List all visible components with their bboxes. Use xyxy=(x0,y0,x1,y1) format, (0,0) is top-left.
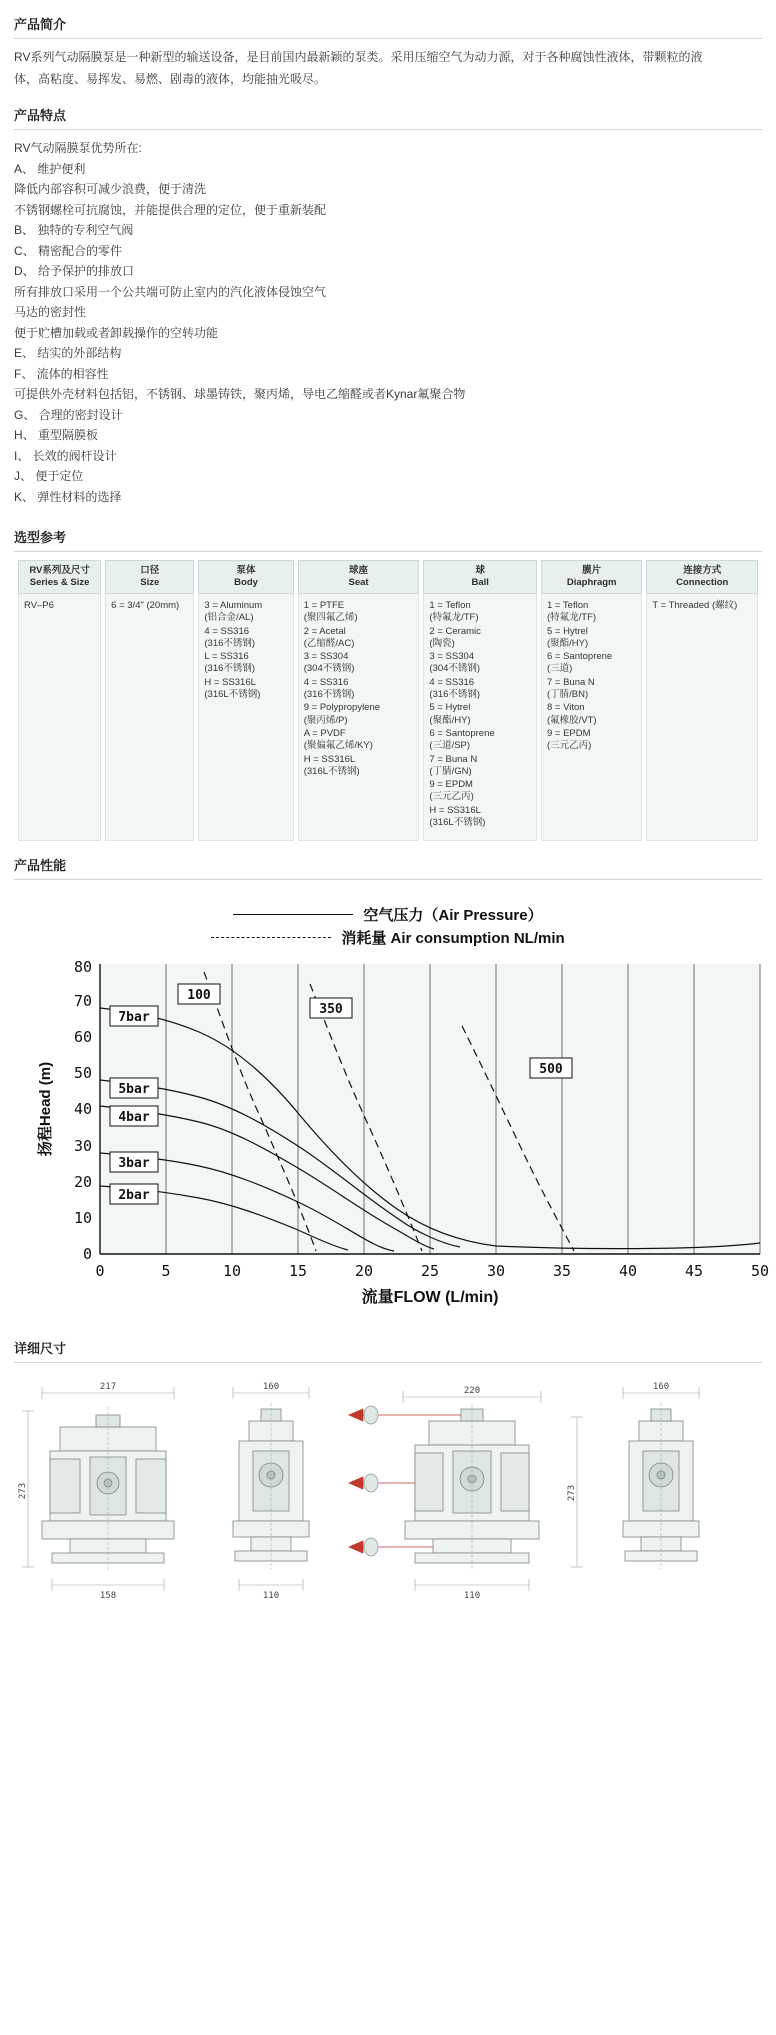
y-tick-label: 80 xyxy=(73,958,92,977)
header-en: Size xyxy=(140,577,160,588)
curve-label: 500 xyxy=(539,1062,563,1078)
option-main: 7 = Buna N xyxy=(429,753,478,765)
label-box-350 xyxy=(310,998,352,1018)
option-item xyxy=(429,600,531,625)
feature-line: G、 合理的密封设计 xyxy=(14,407,123,422)
option-item xyxy=(547,651,636,676)
chart-x-axis-title: 流量FLOW (L/min) xyxy=(361,1289,499,1307)
option-item xyxy=(204,651,287,676)
feature-line: D、 给予保护的排放口 xyxy=(14,264,135,278)
chart-y-tick-labels xyxy=(74,958,92,1263)
option-item xyxy=(547,600,636,625)
header-cn: 泵体 xyxy=(236,565,256,576)
cell-seat xyxy=(298,594,420,841)
dimension-label-bottom: 110 xyxy=(463,1591,481,1602)
header-cn: 连接方式 xyxy=(683,565,722,576)
option-main: 1 = Teflon xyxy=(546,600,589,611)
dimension-view-front xyxy=(14,1371,199,1601)
option-main: A = PVDF xyxy=(303,727,346,739)
feature-line: E、 结实的外部结构 xyxy=(14,346,122,360)
section-title-performance: 产品性能 xyxy=(14,841,762,880)
cell-series xyxy=(18,594,101,841)
option-item xyxy=(304,651,414,676)
dimension-view-side xyxy=(205,1371,335,1601)
dimension-label-left: 273 xyxy=(18,1483,28,1500)
y-tick-label: 40 xyxy=(73,1100,92,1119)
option-sub: (316L不锈钢) xyxy=(303,765,360,777)
x-tick-label: 15 xyxy=(288,1262,308,1281)
feature-line: I、 长效的阀杆设计 xyxy=(14,448,117,463)
dimension-label-top: 160 xyxy=(652,1382,670,1393)
option-sub: (聚偏氟乙烯/KY) xyxy=(303,740,373,752)
label-box-3bar xyxy=(110,1152,158,1172)
chart-y-axis-title: 扬程Head (m) xyxy=(37,1062,54,1157)
option-main: H = SS316L xyxy=(429,804,481,816)
option-sub: (316不锈钢) xyxy=(303,689,355,701)
label-box-500 xyxy=(530,1058,572,1078)
cell-size xyxy=(105,594,194,841)
option-sub: (氟橡胶/VT) xyxy=(546,714,597,726)
dimension-view-rear xyxy=(597,1371,725,1601)
dimension-label-bottom: 110 xyxy=(262,1591,280,1602)
dimension-view-section xyxy=(341,1371,591,1601)
column-header-diaphragm xyxy=(541,560,642,594)
option-main: H = SS316L xyxy=(204,676,256,688)
legend-solid-line-icon xyxy=(233,914,353,915)
header-en: Diaphragm xyxy=(566,577,617,588)
option-main: 3 = SS304 xyxy=(303,651,349,663)
option-item xyxy=(652,600,752,612)
header-en: Body xyxy=(234,577,258,588)
label-box-2bar xyxy=(110,1184,158,1204)
option-item xyxy=(111,600,188,612)
feature-line: J、 便于定位 xyxy=(14,469,84,483)
section-title-selection: 选型参考 xyxy=(14,513,762,552)
option-main: 4 = SS316 xyxy=(204,625,250,637)
option-sub: (聚酯/HY) xyxy=(429,714,471,726)
intro-paragraph-1: RV系列气动隔膜泵是一种新型的输送设备，是目前国内最新颖的泵类。采用压缩空气为动力源，对于各种腐蚀性液体，带颗粒的液 xyxy=(14,50,703,64)
legend-entry-consumption xyxy=(14,927,762,948)
dimension-label-right: 273 xyxy=(567,1485,577,1502)
x-tick-label: 25 xyxy=(420,1262,440,1281)
option-item xyxy=(547,702,636,727)
feature-line: 所有排放口采用一个公共端可防止室内的汽化液体侵蚀空气 xyxy=(14,284,327,299)
option-item xyxy=(547,626,636,651)
y-tick-label: 10 xyxy=(73,1209,92,1228)
option-sub: (316L不锈钢) xyxy=(204,689,261,701)
option-sub: (316L不锈钢) xyxy=(429,817,486,829)
option-item xyxy=(429,754,531,779)
option-main: 6 = Santoprene xyxy=(429,727,495,739)
chart-svg xyxy=(14,954,770,1324)
option-sub: (三道/SP) xyxy=(429,740,471,752)
y-tick-label: 60 xyxy=(73,1028,92,1047)
x-tick-label: 20 xyxy=(354,1262,374,1281)
option-item xyxy=(429,626,531,651)
option-sub: (特氟龙/TF) xyxy=(546,612,597,624)
feature-line: B、 独特的专利空气阀 xyxy=(14,223,134,237)
option-main: L = SS316 xyxy=(204,651,249,663)
option-item xyxy=(204,677,287,702)
feature-line: 可提供外壳材料包括铝，不锈钢、球墨铸铁，聚丙烯，导电乙缩醛或者Kynar氟聚合物 xyxy=(14,387,466,401)
header-cn: 口径 xyxy=(140,565,160,576)
option-item xyxy=(304,600,414,625)
option-main: 8 = Viton xyxy=(546,702,585,714)
option-item xyxy=(204,600,287,625)
option-main: 4 = SS316 xyxy=(303,676,349,688)
option-item xyxy=(304,677,414,702)
performance-chart xyxy=(14,888,770,1324)
option-sub: (特氟龙/TF) xyxy=(429,612,479,624)
feature-line: RV气动隔膜泵优势所在: xyxy=(14,141,142,155)
section-title-dimensions: 详细尺寸 xyxy=(14,1324,762,1363)
option-sub: (丁腈/BN) xyxy=(546,689,589,701)
option-item xyxy=(429,779,531,804)
x-tick-label: 40 xyxy=(618,1262,638,1281)
y-tick-label: 30 xyxy=(73,1137,92,1156)
curve-label: 4bar xyxy=(118,1110,150,1126)
header-en: Connection xyxy=(676,577,729,588)
feature-line: H、 重型隔膜板 xyxy=(14,428,99,442)
legend-entry-pressure xyxy=(14,904,762,925)
option-main: 4 = SS316 xyxy=(429,676,475,688)
feature-line: 不锈钢螺栓可抗腐蚀，并能提供合理的定位，便于重新装配 xyxy=(14,202,327,217)
selection-table xyxy=(14,560,762,841)
option-item xyxy=(547,677,636,702)
option-sub: (聚四氟乙烯) xyxy=(303,612,358,624)
option-main: T = Threaded (螺纹) xyxy=(652,600,738,611)
y-tick-label: 50 xyxy=(73,1064,92,1083)
chart-x-tick-labels xyxy=(95,1262,769,1280)
intro-paragraph-2: 体，高粘度、易挥发、易燃、剧毒的液体，均能抽光吸尽。 xyxy=(14,72,327,86)
x-tick-label: 10 xyxy=(222,1262,242,1281)
option-main: 1 = PTFE xyxy=(303,600,345,611)
header-cn: 球 xyxy=(475,565,485,576)
legend-label-consumption: 消耗量 Air consumption NL/min xyxy=(341,930,565,948)
header-en: Series & Size xyxy=(29,577,90,588)
intro-text xyxy=(14,47,762,89)
cell-body xyxy=(198,594,293,841)
header-cn: 球座 xyxy=(349,565,369,576)
option-main: 6 = Santoprene xyxy=(546,651,613,663)
feature-line: A、 维护便利 xyxy=(14,161,86,176)
option-item xyxy=(304,754,414,779)
option-item xyxy=(429,677,531,702)
header-cn: RV系列及尺寸 xyxy=(29,565,90,576)
section-title-intro: 产品简介 xyxy=(14,0,762,39)
option-item xyxy=(304,626,414,651)
curve-label: 3bar xyxy=(118,1156,150,1172)
cell-ball xyxy=(423,594,537,841)
column-header-connection xyxy=(646,560,758,594)
label-box-5bar xyxy=(110,1078,158,1098)
column-header-seat xyxy=(298,560,420,594)
option-main: 3 = SS304 xyxy=(429,651,475,663)
dimension-label-top: 160 xyxy=(262,1382,280,1393)
option-sub: (乙缩醛/AC) xyxy=(303,637,355,649)
option-main: H = SS316L xyxy=(303,753,356,765)
legend-label-pressure: 空气压力（Air Pressure） xyxy=(363,907,543,925)
dimension-drawings xyxy=(14,1371,762,1601)
option-sub: (316不锈钢) xyxy=(429,689,481,701)
option-item xyxy=(429,805,531,830)
feature-line: C、 精密配合的零件 xyxy=(14,243,123,258)
option-sub: (丁腈/GN) xyxy=(429,765,472,777)
feature-line: 便于贮槽加载或者卸载操作的空转功能 xyxy=(14,325,219,340)
option-sub: (316不锈钢) xyxy=(204,637,256,649)
header-cn: 膜片 xyxy=(582,565,602,576)
option-sub: (三元乙丙) xyxy=(546,740,592,752)
x-tick-label: 0 xyxy=(95,1262,105,1281)
x-tick-label: 5 xyxy=(161,1262,171,1281)
y-tick-label: 70 xyxy=(73,992,92,1011)
column-header-size xyxy=(105,560,194,594)
y-tick-label: 0 xyxy=(82,1245,92,1264)
option-sub: (聚丙烯/P) xyxy=(303,714,348,726)
curve-label: 350 xyxy=(319,1002,343,1018)
option-main: 2 = Acetal xyxy=(303,625,346,637)
option-main: 5 = Hytrel xyxy=(546,625,588,637)
y-tick-label: 20 xyxy=(73,1173,92,1192)
dimension-label-top: 220 xyxy=(463,1386,481,1397)
section-title-features: 产品特点 xyxy=(14,91,762,130)
header-en: Ball xyxy=(471,577,489,588)
label-box-4bar xyxy=(110,1106,158,1126)
option-main: 1 = Teflon xyxy=(429,600,471,611)
features-list xyxy=(14,138,762,507)
table-header-row xyxy=(18,560,758,594)
cell-diaphragm xyxy=(541,594,642,841)
curve-label: 7bar xyxy=(118,1010,150,1026)
column-header-series xyxy=(18,560,101,594)
option-sub: (304不锈钢) xyxy=(429,663,481,675)
cell-connection xyxy=(646,594,758,841)
x-tick-label: 45 xyxy=(684,1262,704,1281)
feature-line: 降低内部容积可减少浪费，便于清洗 xyxy=(14,182,207,196)
option-sub: (316不锈钢) xyxy=(204,663,256,675)
column-header-ball xyxy=(423,560,537,594)
label-box-100 xyxy=(178,984,220,1004)
option-sub: (聚酯/HY) xyxy=(546,637,589,649)
dimension-label-top: 217 xyxy=(99,1382,117,1393)
curve-label: 5bar xyxy=(118,1082,150,1098)
dimension-label-bottom: 158 xyxy=(99,1591,117,1602)
option-main: 2 = Ceramic xyxy=(429,625,481,637)
feature-line: K、 弹性材料的选择 xyxy=(14,489,122,504)
curve-label: 100 xyxy=(187,988,211,1004)
legend-dashed-line-icon xyxy=(211,937,331,938)
table-row xyxy=(18,594,758,841)
option-main: 9 = Polypropylene xyxy=(303,702,381,714)
feature-line: F、 流体的相容性 xyxy=(14,366,109,381)
feature-line: 马达的密封性 xyxy=(14,305,87,319)
option-sub: (铝合金/AL) xyxy=(204,612,254,624)
option-main: 7 = Buna N xyxy=(546,676,595,688)
option-item xyxy=(204,626,287,651)
option-main: 3 = Aluminum xyxy=(204,600,263,611)
column-header-body xyxy=(198,560,293,594)
option-sub: (陶瓷) xyxy=(429,637,455,649)
option-item xyxy=(429,702,531,727)
option-main: RV–P6 xyxy=(24,600,54,611)
chart-legend xyxy=(14,888,762,948)
option-main: 6 = 3/4" (20mm) xyxy=(111,600,180,611)
x-tick-label: 35 xyxy=(552,1262,572,1281)
header-en: Seat xyxy=(348,577,369,588)
option-sub: (三道) xyxy=(546,663,573,675)
x-tick-label: 50 xyxy=(750,1262,770,1281)
option-main: 9 = EPDM xyxy=(429,779,473,791)
option-item xyxy=(547,728,636,753)
option-main: 9 = EPDM xyxy=(546,727,591,739)
option-sub: (304不锈钢) xyxy=(303,663,355,675)
option-item xyxy=(24,600,95,612)
option-item xyxy=(429,728,531,753)
label-box-7bar xyxy=(110,1006,158,1026)
option-item xyxy=(304,702,414,727)
curve-label: 2bar xyxy=(118,1188,150,1204)
x-tick-label: 30 xyxy=(486,1262,506,1281)
option-sub: (三元乙丙) xyxy=(429,791,474,803)
option-item xyxy=(304,728,414,753)
option-main: 5 = Hytrel xyxy=(429,702,471,714)
option-item xyxy=(429,651,531,676)
